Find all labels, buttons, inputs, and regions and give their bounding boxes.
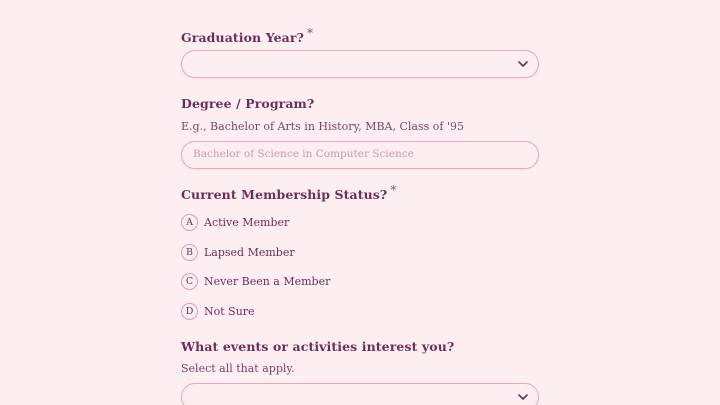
graduation-year-label	[181, 26, 314, 45]
membership-status-label	[181, 183, 397, 202]
option-label: Active Member	[204, 215, 290, 229]
option-key-badge: A	[181, 214, 198, 231]
graduation-year-select[interactable]	[181, 50, 539, 78]
option-label: Never Been a Member	[204, 274, 331, 288]
degree-input[interactable]	[181, 141, 539, 169]
required-mark: *	[307, 26, 314, 40]
degree-label: Degree / Program?	[181, 96, 315, 111]
membership-option-active[interactable]	[181, 212, 289, 232]
option-label: Lapsed Member	[204, 245, 295, 259]
membership-option-never[interactable]	[181, 271, 330, 291]
membership-option-not-sure[interactable]	[181, 301, 255, 321]
membership-status-label-text: Current Membership Status?	[181, 187, 388, 202]
option-key-badge: D	[181, 303, 198, 320]
option-key-badge: C	[181, 273, 198, 290]
graduation-year-label-text: Graduation Year?	[181, 30, 304, 45]
membership-option-lapsed[interactable]	[181, 242, 295, 262]
option-key-badge: B	[181, 244, 198, 261]
events-label: What events or activities interest you?	[181, 339, 455, 354]
degree-input-placeholder: Bachelor of Science in Computer Science	[193, 148, 414, 160]
chevron-down-icon	[516, 57, 530, 71]
events-helper-text: Select all that apply.	[181, 362, 295, 375]
chevron-down-icon	[516, 390, 530, 404]
degree-helper-text: E.g., Bachelor of Arts in History, MBA, Class of '95	[181, 120, 464, 133]
required-mark: *	[390, 183, 397, 197]
events-select[interactable]	[181, 383, 539, 405]
option-label: Not Sure	[204, 304, 255, 318]
